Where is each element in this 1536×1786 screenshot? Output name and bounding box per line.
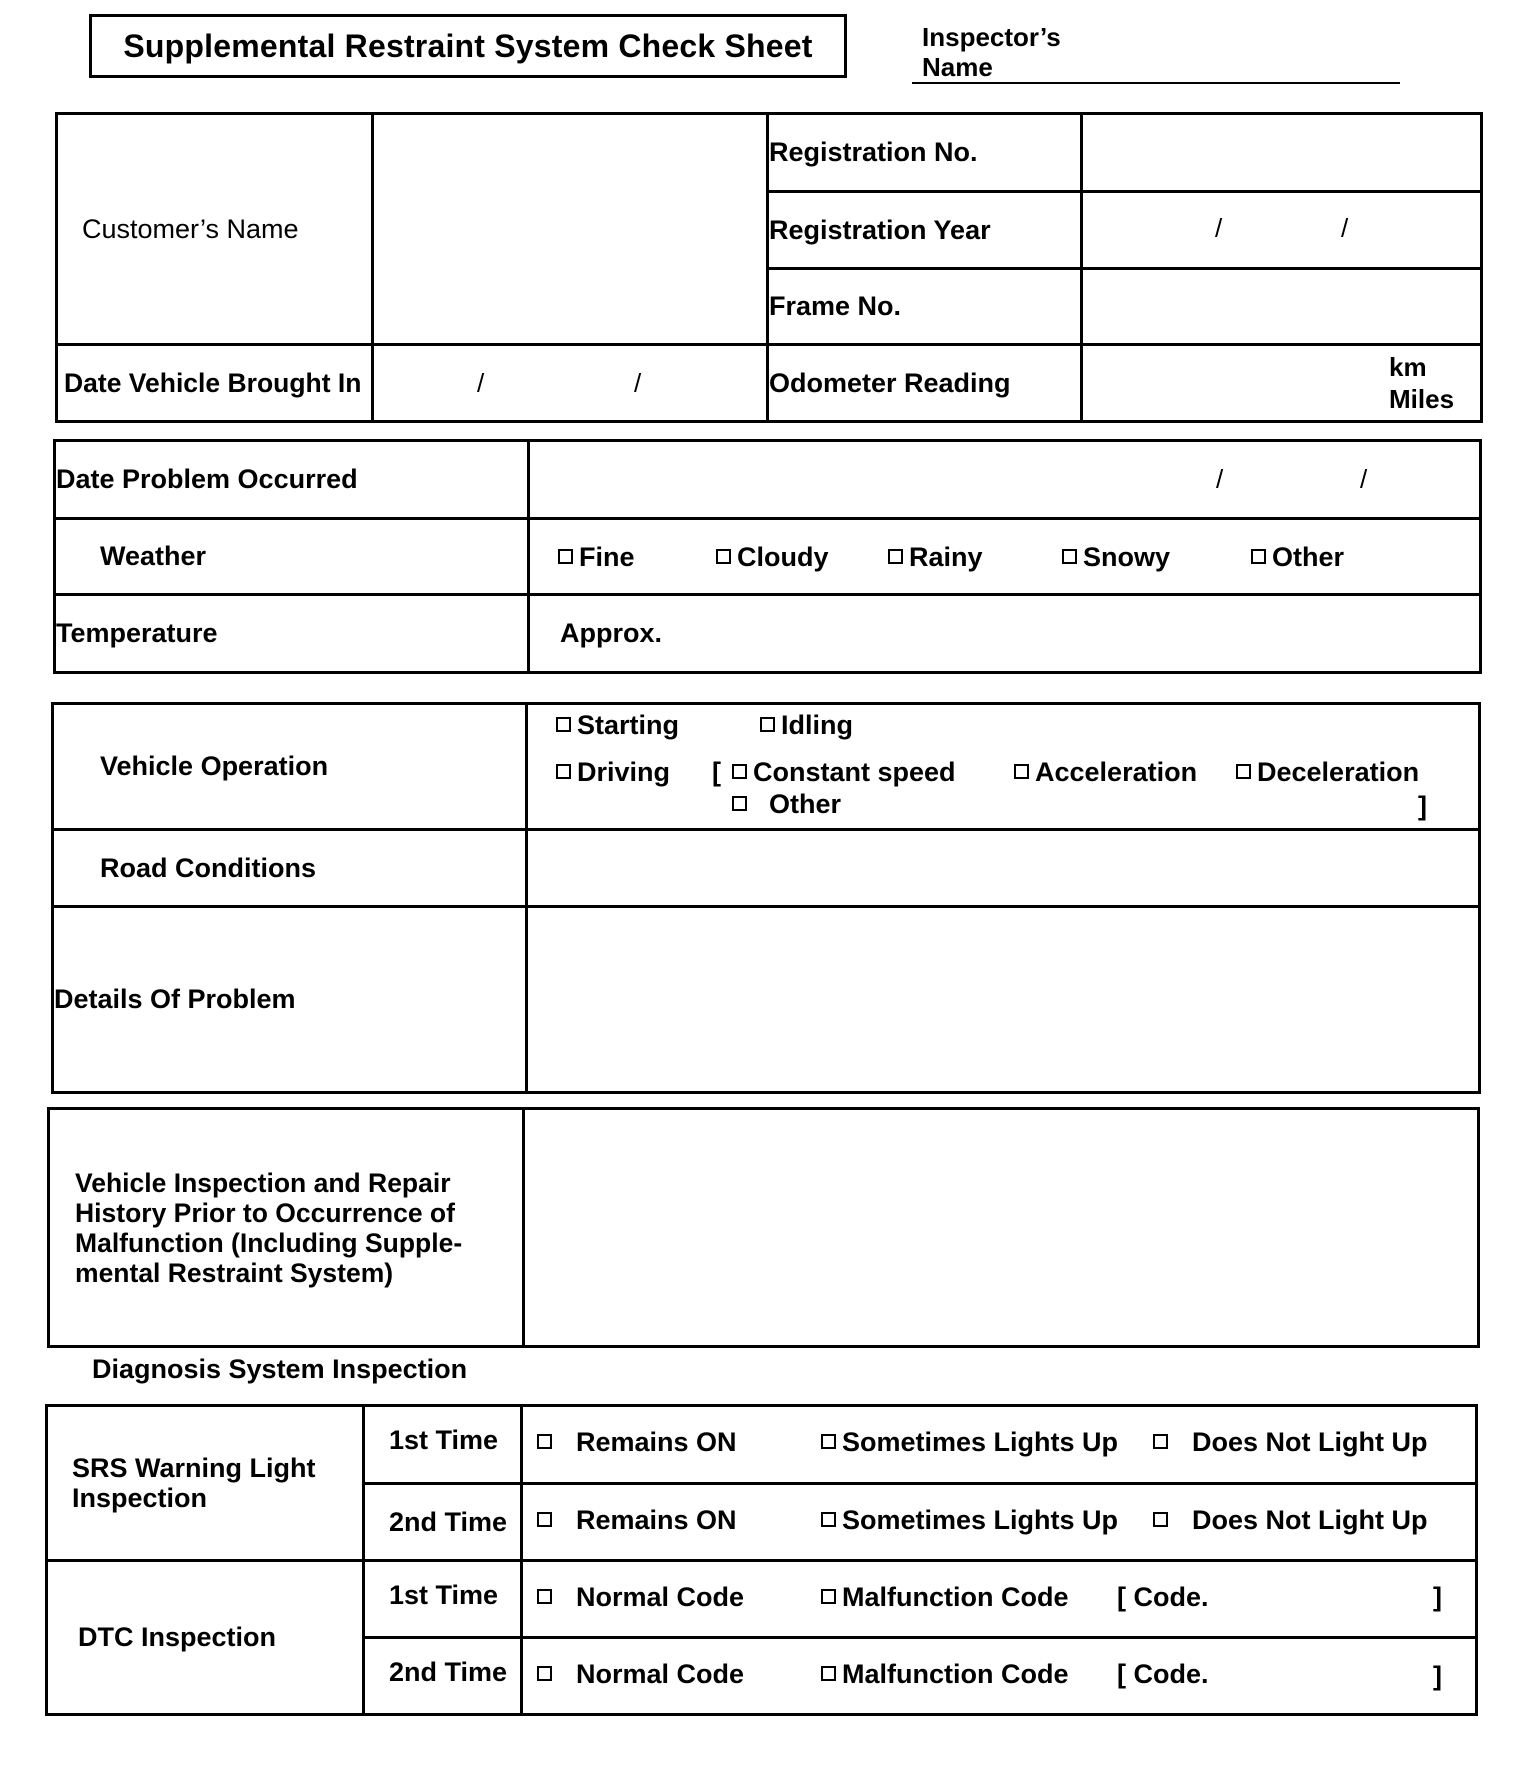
dtc2-code-label: [ Code. xyxy=(1117,1659,1209,1689)
checkbox-icon[interactable] xyxy=(1251,549,1266,564)
date-brought-in-label: Date Vehicle Brought In xyxy=(57,345,373,422)
operation-table xyxy=(51,702,1481,1094)
operation-option-idling[interactable]: Idling xyxy=(760,710,853,741)
checkbox-icon[interactable] xyxy=(537,1434,552,1449)
checkbox-icon[interactable] xyxy=(716,549,731,564)
date-separator: / xyxy=(1216,464,1224,494)
inspector-name-label xyxy=(922,22,1061,82)
unit-km: km xyxy=(1389,352,1427,382)
bracket-close: ] xyxy=(1418,791,1427,821)
checkbox-icon[interactable] xyxy=(821,1589,836,1604)
checkbox-icon[interactable] xyxy=(821,1666,836,1681)
temperature-field[interactable]: Approx. xyxy=(529,595,1481,673)
dtc-label: DTC Inspection xyxy=(47,1561,364,1715)
weather-label: Weather xyxy=(55,519,529,595)
srs1-does-not-light-up[interactable]: Does Not Light Up xyxy=(1153,1427,1427,1458)
checkbox-icon[interactable] xyxy=(760,717,775,732)
diagnosis-table xyxy=(45,1404,1478,1716)
history-field[interactable] xyxy=(524,1109,1479,1347)
checkbox-icon[interactable] xyxy=(556,764,571,779)
diagnosis-heading: Diagnosis System Inspection xyxy=(92,1354,468,1384)
checkbox-icon[interactable] xyxy=(821,1434,836,1449)
checkbox-icon[interactable] xyxy=(1236,764,1251,779)
checkbox-icon[interactable] xyxy=(732,796,747,811)
registration-year-field[interactable] xyxy=(1082,192,1482,269)
checkbox-icon[interactable] xyxy=(1062,549,1077,564)
checkbox-icon[interactable] xyxy=(732,764,747,779)
conditions-table xyxy=(53,439,1482,674)
srs1-remains-on[interactable]: Remains ON xyxy=(537,1427,737,1458)
weather-option-fine[interactable]: Fine xyxy=(558,542,635,573)
srs-second-time-label: 2nd Time xyxy=(364,1484,522,1561)
dtc1-normal-code[interactable]: Normal Code xyxy=(537,1582,744,1613)
dtc2-code-bracket-close: ] xyxy=(1433,1661,1442,1691)
srs2-remains-on[interactable]: Remains ON xyxy=(537,1505,737,1536)
srs-first-time-options xyxy=(522,1406,1477,1484)
dtc1-malfunction-code[interactable]: Malfunction Code xyxy=(821,1582,1068,1613)
odometer-field[interactable] xyxy=(1082,345,1482,422)
srs1-sometimes-lights-up[interactable]: Sometimes Lights Up xyxy=(821,1427,1118,1458)
inspector-label-line2: Name xyxy=(922,52,993,82)
weather-option-cloudy[interactable]: Cloudy xyxy=(716,542,829,573)
details-label: Details Of Problem xyxy=(53,907,527,1093)
history-label: Vehicle Inspection and Repair History Prior to Occurrence of Malfunction (Including Supple- mental Restraint System) xyxy=(49,1109,524,1347)
operation-option-other[interactable]: Other xyxy=(732,789,841,820)
checkbox-icon[interactable] xyxy=(537,1512,552,1527)
title-text: Supplemental Restraint System Check Sheet xyxy=(123,27,813,64)
checkbox-icon[interactable] xyxy=(537,1589,552,1604)
dtc2-normal-code[interactable]: Normal Code xyxy=(537,1659,744,1690)
dtc-first-time-options xyxy=(522,1561,1477,1638)
details-field[interactable] xyxy=(527,907,1480,1093)
srs2-sometimes-lights-up[interactable]: Sometimes Lights Up xyxy=(821,1505,1118,1536)
road-conditions-label: Road Conditions xyxy=(53,830,527,907)
dtc-first-time-label: 1st Time xyxy=(364,1561,522,1638)
registration-no-field[interactable] xyxy=(1082,114,1482,192)
registration-no-label: Registration No. xyxy=(768,114,1082,192)
unit-miles: Miles xyxy=(1389,384,1455,414)
checkbox-icon[interactable] xyxy=(558,549,573,564)
operation-option-starting[interactable]: Starting xyxy=(556,710,679,741)
checkbox-icon[interactable] xyxy=(821,1512,836,1527)
vehicle-operation-label: Vehicle Operation xyxy=(53,704,527,830)
frame-no-field[interactable] xyxy=(1082,269,1482,345)
customer-name-field[interactable] xyxy=(373,114,768,345)
dtc1-code-bracket-close: ] xyxy=(1433,1582,1442,1612)
checkbox-icon[interactable] xyxy=(888,549,903,564)
operation-option-acceleration[interactable]: Acceleration xyxy=(1014,757,1197,788)
customer-name-label: Customer’s Name xyxy=(57,114,373,345)
date-separator: / xyxy=(1360,464,1368,494)
checkbox-icon[interactable] xyxy=(556,717,571,732)
srs-second-time-options xyxy=(522,1484,1477,1561)
checkbox-icon[interactable] xyxy=(1014,764,1029,779)
date-separator: / xyxy=(634,368,642,398)
weather-option-rainy[interactable]: Rainy xyxy=(888,542,983,573)
frame-no-label: Frame No. xyxy=(768,269,1082,345)
operation-option-driving[interactable]: Driving xyxy=(556,757,670,788)
srs-warning-label: SRS Warning Light Inspection xyxy=(47,1406,364,1561)
history-table xyxy=(47,1107,1480,1348)
page-title xyxy=(89,14,847,78)
date-problem-label: Date Problem Occurred xyxy=(55,441,529,519)
date-brought-in-field[interactable] xyxy=(373,345,768,422)
dtc-second-time-options xyxy=(522,1638,1477,1715)
date-separator: / xyxy=(1215,213,1223,243)
checkbox-icon[interactable] xyxy=(1153,1434,1168,1449)
road-conditions-field[interactable] xyxy=(527,830,1480,907)
registration-year-label: Registration Year xyxy=(768,192,1082,269)
date-separator: / xyxy=(477,368,485,398)
vehicle-operation-options xyxy=(527,704,1480,830)
srs-first-time-label: 1st Time xyxy=(364,1406,522,1484)
operation-option-deceleration[interactable]: Deceleration xyxy=(1236,757,1419,788)
operation-option-constant-speed[interactable]: Constant speed xyxy=(732,757,956,788)
bracket-open: [ xyxy=(712,757,721,787)
inspector-label-line1: Inspector’s xyxy=(922,22,1061,52)
odometer-label: Odometer Reading xyxy=(768,345,1082,422)
inspector-name-field[interactable] xyxy=(912,82,1400,84)
srs2-does-not-light-up[interactable]: Does Not Light Up xyxy=(1153,1505,1427,1536)
dtc2-malfunction-code[interactable]: Malfunction Code xyxy=(821,1659,1068,1690)
weather-options xyxy=(529,519,1481,595)
date-separator: / xyxy=(1341,213,1349,243)
dtc1-code-label: [ Code. xyxy=(1117,1582,1209,1612)
weather-option-snowy[interactable]: Snowy xyxy=(1062,542,1170,573)
temperature-label: Temperature xyxy=(55,595,529,673)
weather-option-other[interactable]: Other xyxy=(1251,542,1344,573)
checkbox-icon[interactable] xyxy=(537,1666,552,1681)
checkbox-icon[interactable] xyxy=(1153,1512,1168,1527)
dtc-second-time-label: 2nd Time xyxy=(364,1638,522,1715)
vehicle-info-table xyxy=(55,112,1483,423)
date-problem-field[interactable] xyxy=(529,441,1481,519)
